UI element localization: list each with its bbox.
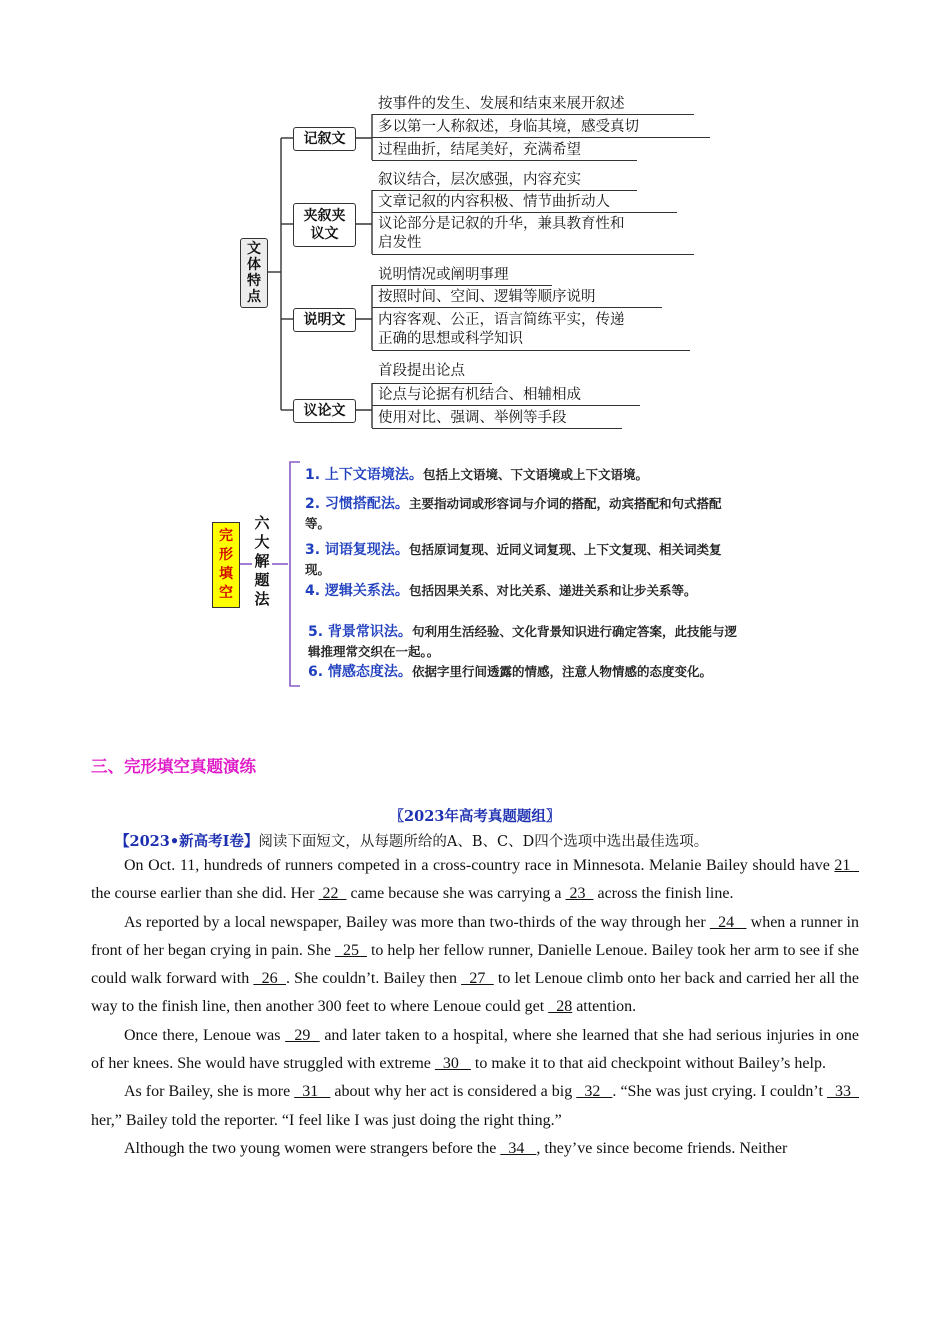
blank-22[interactable]: 22	[318, 885, 347, 903]
section-title: 三、完形填空真题演练	[91, 757, 256, 776]
method-item: 2. 习惯搭配法。主要指动词或形容词与介词的搭配，动宾搭配和句式搭配等。	[305, 496, 722, 531]
leaf-item: 说明情况或阐明事理	[378, 267, 509, 283]
leaf-item: 过程曲折，结尾美好，充满希望	[378, 142, 581, 158]
method-item: 4. 逻辑关系法。包括因果关系、对比关系、递进关系和让步关系等。	[305, 583, 697, 599]
method-item: 3. 词语复现法。包括原词复现、近同义词复现、上下文复现、相关词类复现。	[305, 542, 722, 577]
cloze-passage	[91, 852, 859, 1163]
category-narrative: 记叙文	[293, 127, 356, 151]
paragraph: As reported by a local newspaper, Bailey was more than two-thirds of the way through her 24 when a runner in front of her began crying in pain. She 25 to help her fellow runner, Danielle Lenoue. Bailey took her arm to see if she could walk forward with 26 . She couldn’t. Bailey then 27 to let Lenoue climb onto her back and carried her all the way to the finish line, then another 300 feet to where Lenoue could get 28 attention.	[91, 913, 860, 1016]
mindmap-style-root: 文体特点	[240, 238, 268, 308]
paragraph: Although the two young women were strangers before the 34 , they’ve since become friends. Neither	[124, 1139, 788, 1157]
blank-29[interactable]: 29	[285, 1026, 320, 1044]
blank-30[interactable]: 30	[434, 1055, 471, 1073]
paragraph: As for Bailey, she is more 31 about why her act is considered a big 32 . “She was just crying. I couldn’t 33 her,” Bailey told the reporter. “I feel like I was just doing the right thing.”	[91, 1083, 860, 1129]
leaf-item: 按照时间、空间、逻辑等顺序说明	[378, 289, 596, 305]
blank-34[interactable]: 34	[500, 1139, 537, 1157]
method-item: 6. 情感态度法。依据字里行间透露的情感，注意人物情感的态度变化。	[308, 664, 712, 680]
category-argumentation: 议论文	[293, 399, 356, 423]
blank-24[interactable]: 24	[709, 913, 747, 931]
leaf-item: 启发性	[378, 235, 422, 251]
method-item: 1. 上下文语境法。包括上文语境、下文语境或上下文语境。	[305, 467, 648, 483]
category-narrative-argument: 夹叙夹议文	[293, 203, 356, 247]
leaf-item: 论点与论据有机结合、相辅相成	[378, 387, 581, 403]
paragraph: On Oct. 11, hundreds of runners competed in a cross-country race in Minnesota. Melanie Bailey should have 21 the course earlier than she did. Her 22 came because she was carrying a 23 across the finish line.	[91, 857, 860, 903]
group-title: 〖2023年高考真题题组〗	[389, 808, 561, 825]
leaf-item: 叙议结合，层次感强，内容充实	[378, 172, 581, 188]
blank-28[interactable]: 28	[548, 998, 573, 1016]
leaf-item: 按事件的发生、发展和结束来展开叙述	[378, 96, 625, 112]
leaf-item: 首段提出论点	[378, 363, 465, 379]
methods-label: 六大解题法	[254, 514, 270, 608]
blank-31[interactable]: 31	[294, 1083, 331, 1101]
paragraph: Once there, Lenoue was 29 and later taken to a hospital, where she learned that she had serious injuries in one of her knees. She would have struggled with extreme 30 to make it to that aid checkpoint without Bailey’s help.	[91, 1026, 860, 1073]
category-exposition: 说明文	[293, 308, 356, 332]
leaf-item: 使用对比、强调、举例等手段	[378, 410, 567, 426]
method-item: 5. 背景常识法。句利用生活经验、文化背景知识进行确定答案，此技能与逻辑推理常交织在一起。。	[308, 624, 737, 659]
blank-27[interactable]: 27	[461, 970, 494, 988]
leaf-item: 议论部分是记叙的升华，兼具教育性和	[378, 216, 625, 232]
blank-25[interactable]: 25	[334, 941, 367, 959]
blank-23[interactable]: 23	[565, 885, 594, 903]
leaf-item: 文章记叙的内容积极、情节曲折动人	[378, 194, 610, 210]
intro-line: 【2023•新高考I卷】阅读下面短文，从每题所给的A、B、C、D四个选项中选出最佳选项。	[115, 833, 709, 850]
blank-33[interactable]: 33	[826, 1083, 860, 1101]
blank-26[interactable]: 26	[253, 970, 286, 988]
blank-32[interactable]: 32	[576, 1083, 613, 1101]
leaf-item: 正确的思想或科学知识	[378, 331, 523, 347]
leaf-item: 内容客观、公正，语言简练平实，传递	[378, 312, 625, 328]
mindmap-methods-root: 完形填空	[212, 522, 240, 608]
leaf-item: 多以第一人称叙述，身临其境，感受真切	[378, 119, 639, 135]
intro-tag: 【2023•新高考I卷】	[115, 833, 259, 850]
blank-21[interactable]: 21	[834, 857, 860, 874]
